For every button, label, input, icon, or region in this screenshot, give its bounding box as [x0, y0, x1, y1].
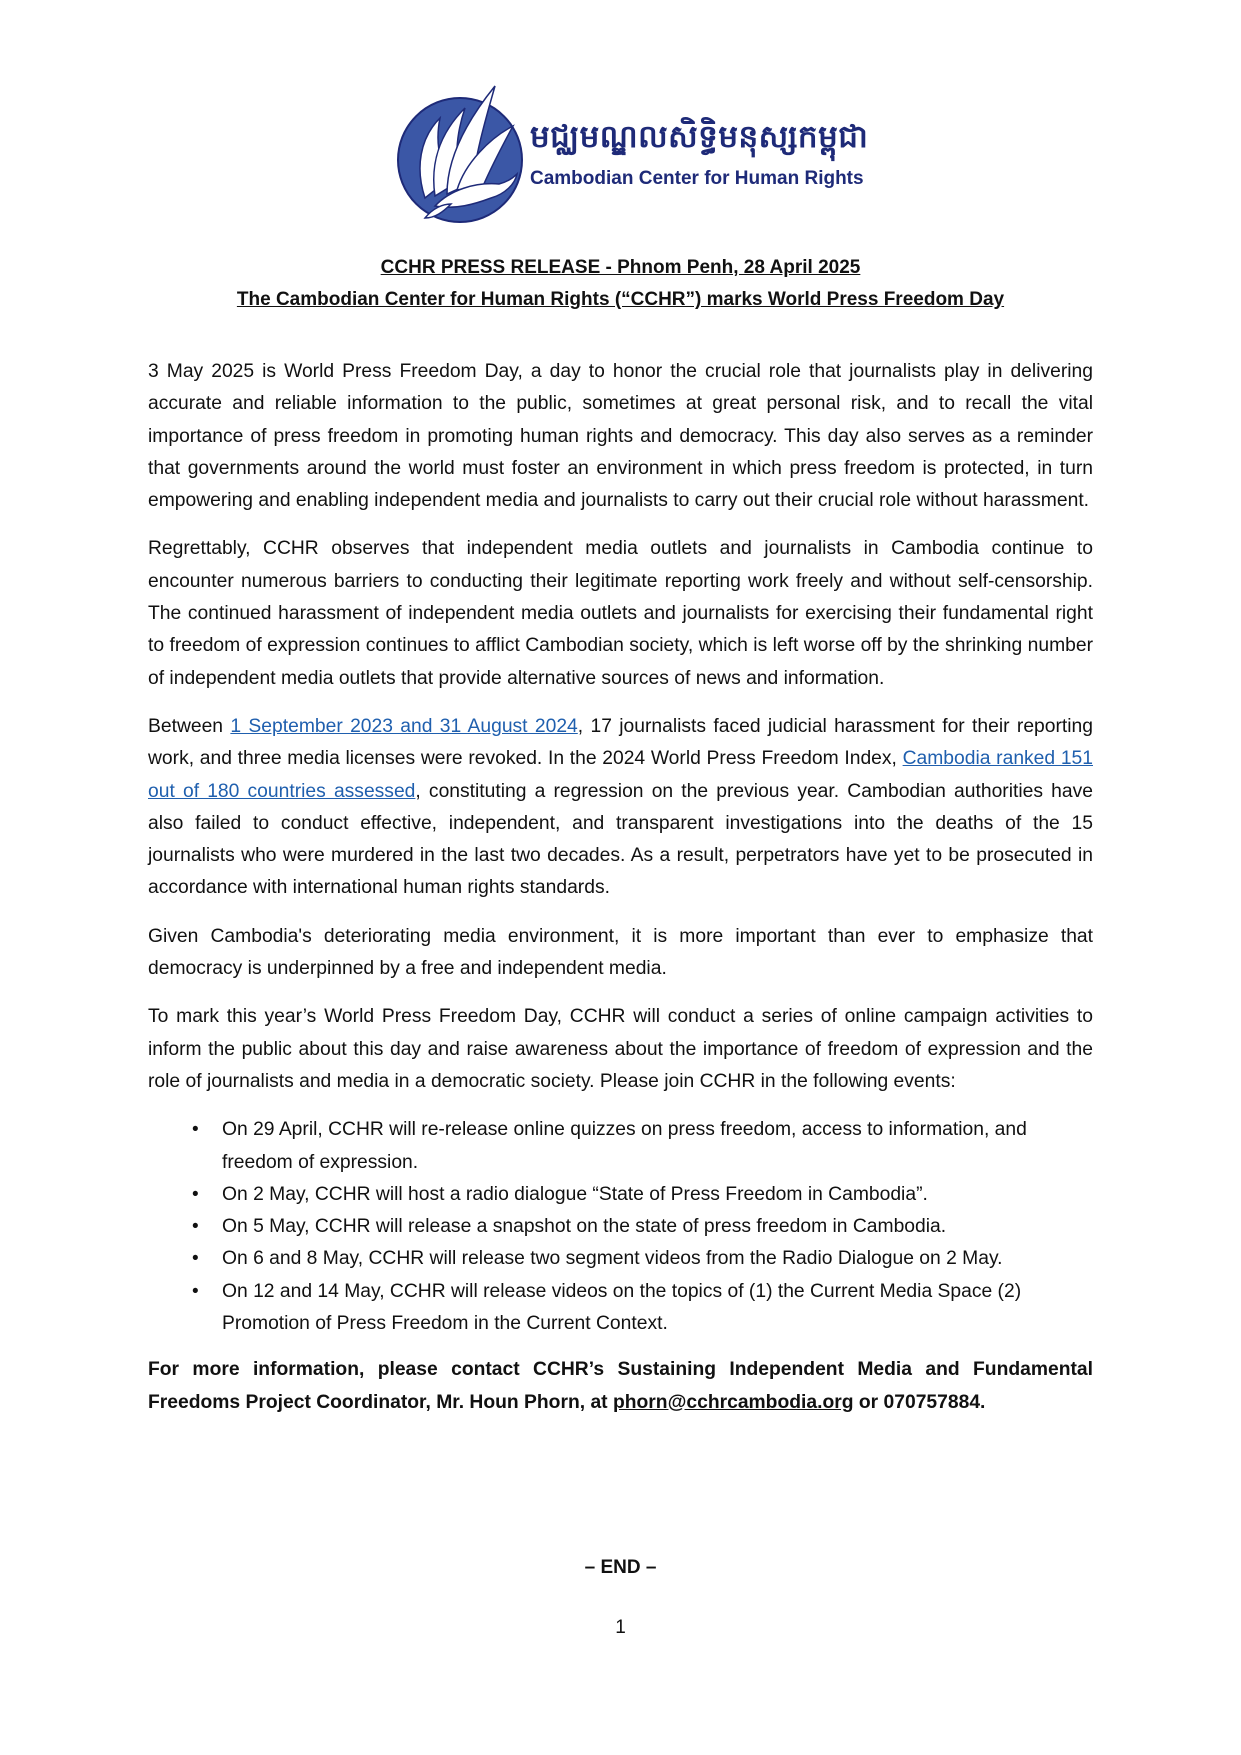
logo-khmer-name: មជ្ឈមណ្ឌលសិទ្ធិមនុស្សកម្ពុជា — [530, 119, 869, 155]
dove-icon — [395, 78, 530, 238]
press-release-dateline: CCHR PRESS RELEASE - Phnom Penh, 28 April 2025 — [380, 257, 861, 278]
event-text: On 2 May, CCHR will host a radio dialogue “State of Press Freedom in Cambodia”. — [222, 1183, 928, 1205]
contact-phone: or 070757884. — [853, 1391, 986, 1413]
list-item — [148, 1276, 1093, 1341]
bullet-icon: • — [192, 1248, 199, 1270]
list-item — [148, 1179, 1093, 1211]
list-item — [148, 1114, 1093, 1179]
bullet-icon: • — [192, 1119, 199, 1141]
events-list — [148, 1114, 1093, 1340]
ranking-link[interactable]: Cambodia ranked 151 out of 180 countries assessed — [148, 748, 1093, 802]
paragraph-text: , 17 journalists faced judicial harassment for their reporting work, and three media licenses were revoked. In the 2024 World Press Freedom Index, — [148, 715, 1093, 770]
cchr-logo — [395, 78, 869, 238]
contact-paragraph — [148, 1354, 1093, 1419]
list-item — [148, 1211, 1093, 1243]
bullet-icon: • — [192, 1216, 199, 1238]
event-text: On 5 May, CCHR will release a snapshot on the state of press freedom in Cambodia. — [222, 1216, 947, 1238]
document-body — [148, 356, 1093, 1435]
end-marker: – END – — [584, 1557, 657, 1578]
logo-english-name: Cambodian Center for Human Rights — [530, 168, 864, 189]
bullet-icon: • — [192, 1183, 199, 1205]
page-number: 1 — [615, 1617, 626, 1638]
paragraph-intro: 3 May 2025 is World Press Freedom Day, a day to honor the crucial role that journalists play in delivering accurate and reliable information to the public, sometimes at great personal risk, and to recall the vital importance of press freedom in promoting human rights and democracy. This day also serves as a reminder that governments around the world must foster an environment in which press freedom is protected, in turn empowering and enabling independent media and journalists to carry out their crucial role without harassment. — [148, 361, 1093, 512]
paragraph-statistics — [148, 711, 1093, 905]
paragraph-text: , constituting a regression on the previous year. Cambodian authorities have also failed to conduct effective, independent, and transparent investigations into the deaths of the 15 journalists who were murdered in the last two decades. As a result, perpetrators have yet to be prosecuted in accordance with international human rights standards. — [148, 780, 1093, 899]
event-text: On 29 April, CCHR will re-release online quizzes on press freedom, access to information, and freedom of expression. — [222, 1119, 1027, 1173]
event-text: On 12 and 14 May, CCHR will release videos on the topics of (1) the Current Media Space (2) Promotion of Press Freedom in the Current Context. — [222, 1280, 1022, 1335]
paragraph-text: Between — [148, 715, 231, 737]
press-release-title: The Cambodian Center for Human Rights (“CCHR”) marks World Press Freedom Day — [236, 289, 1005, 310]
paragraph-events-intro: To mark this year’s World Press Freedom Day, CCHR will conduct a series of online campaign activities to inform the public about this day and raise awareness about the importance of freedom of expression and the role of journalists and media in a democratic society. Please join CCHR in the following events: — [148, 1006, 1093, 1092]
paragraph-environment: Given Cambodia's deteriorating media environment, it is more important than ever to emphasize that democracy is underpinned by a free and independent media. — [148, 925, 1093, 980]
paragraph-regrettably: Regrettably, CCHR observes that independent media outlets and journalists in Cambodia continue to encounter numerous barriers to conducting their legitimate reporting work freely and without self-censorship. The continued harassment of independent media outlets and journalists for exercising their fundamental right to freedom of expression continues to afflict Cambodian society, which is left worse off by the shrinking number of independent media outlets that provide alternative sources of news and information. — [148, 538, 1093, 689]
list-item — [148, 1243, 1093, 1275]
event-text: On 6 and 8 May, CCHR will release two segment videos from the Radio Dialogue on 2 May. — [222, 1248, 1003, 1270]
period-link[interactable]: 1 September 2023 and 31 August 2024 — [230, 715, 578, 737]
contact-text: For more information, please contact CCHR’s Sustaining Independent Media and Fundamental Freedoms Project Coordinator, Mr. Houn Phorn, at — [148, 1359, 1093, 1413]
contact-email-link[interactable]: phorn@cchrcambodia.org — [612, 1391, 854, 1413]
bullet-icon: • — [192, 1280, 199, 1302]
